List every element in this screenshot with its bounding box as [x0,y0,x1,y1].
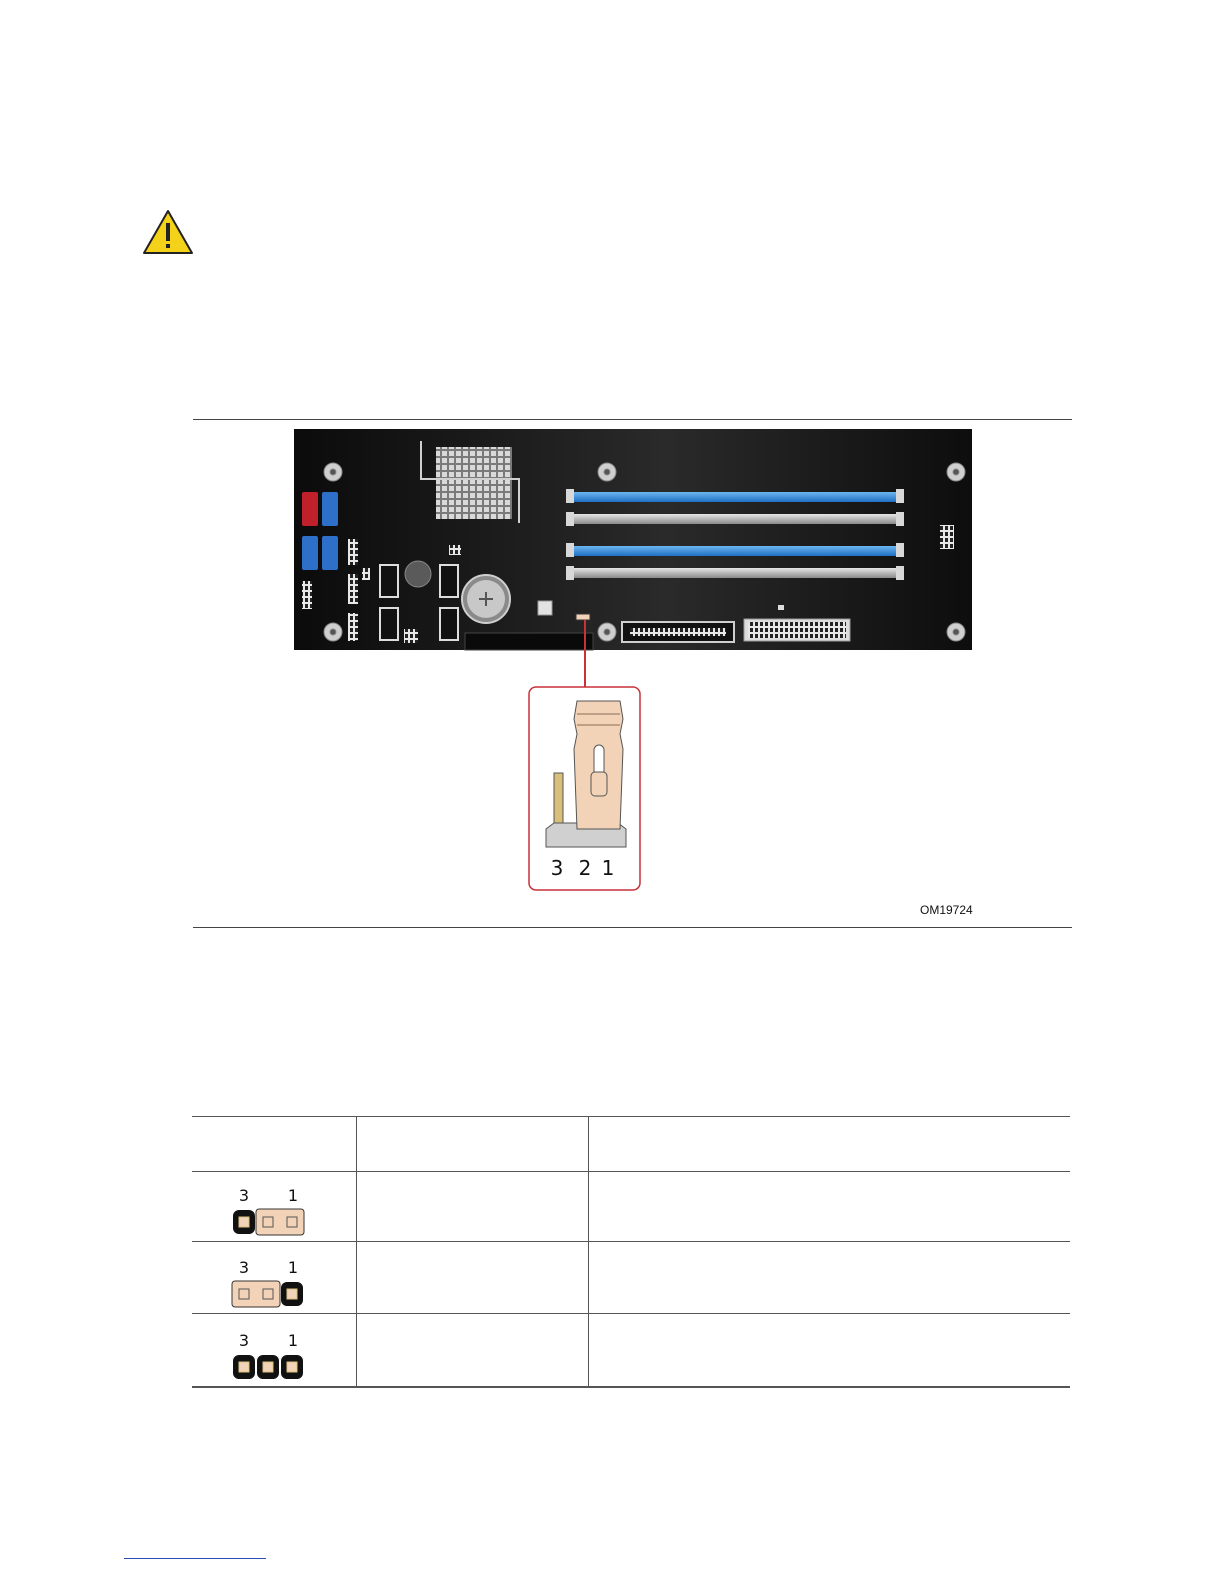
jumper-pin-2 [263,1289,273,1299]
pin-left-label: 3 [238,1258,250,1277]
jumper-pin-1 [281,1282,303,1306]
jumper-pin-icon [230,1253,310,1313]
jumper-pin-1 [287,1217,297,1227]
callout-pin-3-label: 3 [550,856,564,880]
figure-bottom-rule [193,927,1072,928]
figure-id-label: OM19724 [920,903,973,917]
pin-right-label: 1 [287,1331,299,1350]
pin-left-label: 3 [238,1186,250,1205]
table-bottom-rule [192,1386,1070,1388]
callout-pin-2-label: 2 [578,856,592,880]
table-row-rule [192,1313,1070,1314]
jumper-pin-1 [281,1355,303,1379]
footnote-separator [124,1558,266,1559]
jumper-pin-icon [230,1181,310,1241]
ide-connector [622,622,734,642]
table-column-divider [356,1116,357,1388]
pci-slot [465,633,593,650]
jumper-settings-table [192,1116,1070,1388]
table-top-rule [192,1116,1070,1117]
table-column-divider [588,1116,589,1388]
pin-right-label: 1 [287,1258,299,1277]
pin-left-label: 3 [238,1331,250,1350]
jumper-pin-3 [233,1355,255,1379]
jumper-pin-2 [263,1217,273,1227]
jumper-pin-3 [233,1210,255,1234]
jumper-pin-icon [230,1326,310,1386]
figure-top-rule [193,419,1072,420]
warning-triangle-icon [142,208,194,256]
table-header-rule [192,1171,1070,1172]
pin-right-label: 1 [287,1186,299,1205]
board-figure [294,429,972,919]
callout-pin-1-label: 1 [601,856,615,880]
board-button [538,601,552,615]
jumper-pin-3 [239,1289,249,1299]
board-jumper [576,614,590,620]
jumper-pin-2 [257,1355,279,1379]
table-row-rule [192,1241,1070,1242]
